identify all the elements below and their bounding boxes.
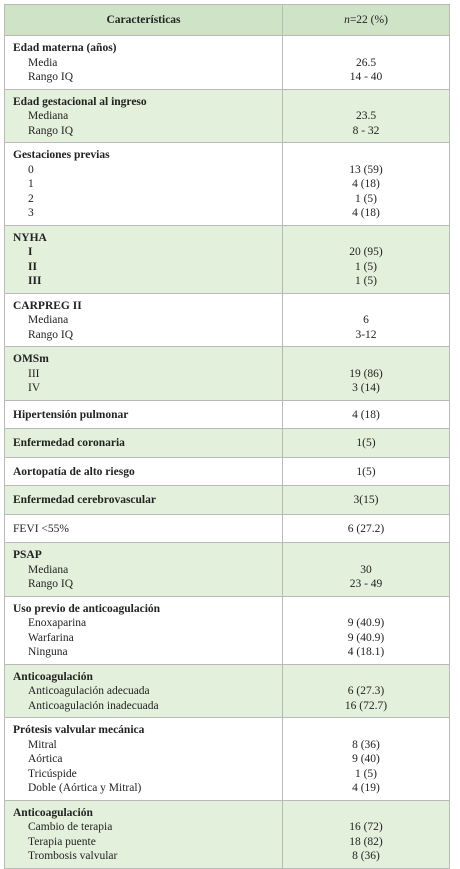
subcategory-value: 8 - 32 <box>352 124 380 137</box>
value-spacer <box>287 548 445 563</box>
subcategory-value: 13 (59) <box>349 163 383 176</box>
subcategory-label: Mediana <box>28 563 69 576</box>
subcategory-value: 9 (40) <box>352 753 380 765</box>
value-spacer <box>287 602 445 617</box>
subcategory-value: 16 (72) <box>349 821 383 833</box>
subcategory-value: 1 (5) <box>354 275 378 287</box>
characteristic-cell <box>5 543 283 597</box>
table-row <box>5 457 450 486</box>
subcategory-value: 3-12 <box>355 328 377 341</box>
characteristic-title: Gestaciones previas <box>13 149 110 161</box>
value-cell <box>283 89 450 143</box>
characteristics-table-container <box>4 4 449 869</box>
value-cell <box>283 457 450 486</box>
characteristic-cell <box>5 514 283 543</box>
characteristic-cell <box>5 89 283 143</box>
subcategory-value: 26.5 <box>355 56 377 69</box>
subcategory-label: Enoxaparina <box>28 617 87 629</box>
value-cell <box>283 400 450 429</box>
subcategory-value: 1 (5) <box>354 260 378 273</box>
subcategory-label: III <box>28 367 40 380</box>
subcategory-value: 23.5 <box>355 110 377 122</box>
subcategory-label: Media <box>28 56 58 69</box>
subcategory-label: Rango IQ <box>28 328 74 341</box>
table-row <box>5 225 450 293</box>
subcategory-label: Rango IQ <box>28 71 74 83</box>
subcategory-label: Anticoagulación adecuada <box>28 685 150 697</box>
characteristic-title: Edad gestacional al ingreso <box>13 95 147 108</box>
value-cell <box>283 143 450 226</box>
value-spacer <box>287 299 445 314</box>
subcategory-value: 9 (40.9) <box>347 631 385 644</box>
subcategory-value: 18 (82) <box>349 835 383 848</box>
value-cell <box>283 36 450 90</box>
subcategory-value: 14 - 40 <box>349 71 383 83</box>
table-row <box>5 514 450 543</box>
value-cell <box>283 543 450 597</box>
table-row <box>5 89 450 143</box>
characteristic-cell <box>5 596 283 664</box>
value-spacer <box>287 670 445 685</box>
characteristic-title: PSAP <box>13 549 42 561</box>
subcategory-value: 1 (5) <box>354 767 378 780</box>
subcategory-label: 3 <box>28 207 34 219</box>
subcategory-value: 4 (18.1) <box>347 646 385 658</box>
subcategory-label: Trombosis valvular <box>28 850 118 862</box>
characteristic-value: 6 (27.2) <box>347 522 385 535</box>
value-cell <box>283 347 450 401</box>
table-row <box>5 347 450 401</box>
subcategory-value: 3 (14) <box>352 382 380 394</box>
value-spacer <box>287 148 445 163</box>
table-body <box>5 36 450 869</box>
subcategory-value: 23 - 49 <box>349 578 383 590</box>
subcategory-label: Ninguna <box>28 646 68 658</box>
subcategory-label: Tricúspide <box>28 767 77 780</box>
subcategory-value: 4 (18) <box>352 207 380 219</box>
value-cell <box>283 225 450 293</box>
subcategory-label: II <box>28 260 37 273</box>
characteristic-value: 1(5) <box>356 437 376 449</box>
subcategory-label: III <box>28 275 42 287</box>
subcategory-value: 9 (40.9) <box>347 617 385 629</box>
subcategory-value: 20 (95) <box>349 246 383 258</box>
value-cell <box>283 596 450 664</box>
table-row <box>5 293 450 347</box>
characteristic-title: NYHA <box>13 231 47 244</box>
table-row <box>5 543 450 597</box>
table-row <box>5 596 450 664</box>
table-row <box>5 36 450 90</box>
table-row <box>5 800 450 868</box>
table-row <box>5 664 450 718</box>
subcategory-label: Mediana <box>28 314 69 326</box>
characteristic-title: Anticoagulación <box>13 670 93 683</box>
characteristic-cell <box>5 429 283 458</box>
subcategory-label: 0 <box>28 163 34 176</box>
subcategory-label: Terapia puente <box>28 835 96 848</box>
subcategory-label: 1 <box>28 178 34 190</box>
characteristic-title: Hipertensión pulmonar <box>13 408 129 421</box>
value-spacer <box>287 352 445 367</box>
table-row <box>5 429 450 458</box>
characteristic-cell <box>5 143 283 226</box>
header-n-symbol: n <box>344 14 350 26</box>
characteristic-title: Edad materna (años) <box>13 42 117 54</box>
value-cell <box>283 514 450 543</box>
value-spacer <box>287 231 445 246</box>
value-cell <box>283 429 450 458</box>
subcategory-label: Rango IQ <box>28 578 74 590</box>
header-n-percent <box>283 5 450 36</box>
subcategory-label: Doble (Aórtica y Mitral) <box>28 782 142 794</box>
subcategory-label: Cambio de terapia <box>28 821 113 833</box>
characteristic-title: CARPREG II <box>13 299 82 312</box>
subcategory-value: 19 (86) <box>349 367 383 380</box>
characteristic-cell <box>5 36 283 90</box>
subcategory-label: Mitral <box>28 738 57 751</box>
subcategory-label: Aórtica <box>28 753 63 765</box>
characteristic-cell <box>5 293 283 347</box>
characteristic-title: FEVI <55% <box>13 522 69 535</box>
characteristic-cell <box>5 400 283 429</box>
value-cell <box>283 718 450 801</box>
characteristic-title: OMSm <box>13 353 49 365</box>
subcategory-value: 6 <box>363 314 369 326</box>
characteristic-title: Enfermedad cerebrovascular <box>13 494 156 506</box>
value-cell <box>283 800 450 868</box>
table-header-row <box>5 5 450 36</box>
characteristic-cell <box>5 718 283 801</box>
characteristic-title: Prótesis valvular mecánica <box>13 724 145 736</box>
table-row <box>5 143 450 226</box>
subcategory-label: Warfarina <box>28 631 74 644</box>
subcategory-value: 6 (27.3) <box>347 685 385 697</box>
characteristic-cell <box>5 486 283 515</box>
subcategory-value: 4 (18) <box>352 178 380 190</box>
table-row <box>5 486 450 515</box>
subcategory-label: Rango IQ <box>28 124 74 137</box>
subcategory-value: 30 <box>360 563 372 576</box>
characteristic-cell <box>5 457 283 486</box>
characteristic-title: Aortopatía de alto riesgo <box>13 465 135 478</box>
value-cell <box>283 486 450 515</box>
subcategory-label: I <box>28 246 33 258</box>
value-spacer <box>287 41 445 56</box>
value-cell <box>283 293 450 347</box>
subcategory-value: 8 (36) <box>352 850 380 862</box>
subcategory-label: IV <box>28 382 41 394</box>
value-spacer <box>287 806 445 821</box>
characteristics-table <box>4 4 450 869</box>
characteristic-value: 1(5) <box>356 465 376 478</box>
subcategory-value: 4 (19) <box>352 782 380 794</box>
characteristic-cell <box>5 664 283 718</box>
subcategory-label: 2 <box>28 192 34 205</box>
characteristic-value: 4 (18) <box>352 408 380 421</box>
subcategory-value: 1 (5) <box>354 192 378 205</box>
subcategory-label: Mediana <box>28 110 69 122</box>
table-row <box>5 400 450 429</box>
characteristic-cell <box>5 800 283 868</box>
header-n-count: =22 (%) <box>349 14 388 26</box>
characteristic-title: Enfermedad coronaria <box>13 437 125 449</box>
header-characteristics: Características <box>5 5 283 36</box>
characteristic-cell <box>5 225 283 293</box>
value-spacer <box>287 95 445 110</box>
subcategory-value: 8 (36) <box>352 738 380 751</box>
subcategory-label: Anticoagulación inadecuada <box>28 699 159 712</box>
table-row <box>5 718 450 801</box>
characteristic-title: Uso previo de anticoagulación <box>13 602 161 615</box>
characteristic-cell <box>5 347 283 401</box>
subcategory-value: 16 (72.7) <box>344 699 388 712</box>
characteristic-value: 3(15) <box>353 494 379 506</box>
value-cell <box>283 664 450 718</box>
value-spacer <box>287 723 445 738</box>
characteristic-title: Anticoagulación <box>13 806 93 819</box>
